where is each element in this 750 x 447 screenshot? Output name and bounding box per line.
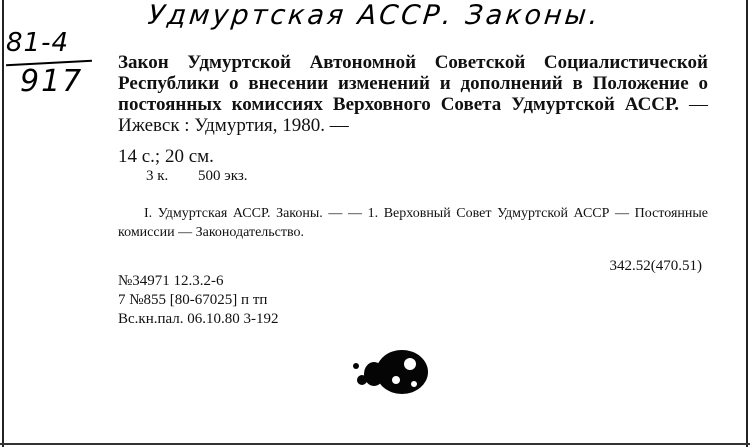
order-line-3: Вс.кн.пал. 06.10.80 3-192 <box>118 311 279 327</box>
subject-tracing: I. Удмуртская АССР. Законы. — — 1. Верховный Совет Удмуртской АССР — Постоянные комиссии — Законодательство. <box>118 206 708 240</box>
entry-title: Закон Удмуртской Автономной Советской Социалистической Республики о внесении изменений и дополнений в Положение о постоянных комиссиях Верховного Совета Удмуртской АССР. <box>118 52 708 115</box>
order-data <box>118 272 279 329</box>
card-right-edge <box>746 0 748 447</box>
handwritten-heading: Удмуртская АССР. Законы. <box>146 0 603 31</box>
ink-blot-stain <box>352 344 436 400</box>
entry-price: 3 к. <box>146 168 169 184</box>
entry-price-and-copies <box>146 168 274 185</box>
bibliographic-entry <box>118 52 708 136</box>
entry-physical-description: 14 с.; 20 см. <box>118 146 214 167</box>
handwritten-shelf-mark-bottom: 917 <box>20 64 84 99</box>
classification-number: 342.52(470.51) <box>609 258 702 274</box>
entry-publication: — Ижевск : Удмуртия, 1980. — <box>118 94 708 136</box>
card-left-edge <box>2 0 4 447</box>
handwritten-shelf-mark-top: 81-4 <box>6 28 70 58</box>
order-line-1: №34971 12.3.2-6 <box>118 273 224 289</box>
card-bottom-edge <box>0 443 750 445</box>
entry-copies: 500 экз. <box>198 168 248 184</box>
order-line-2: 7 №855 [80-67025] п тп <box>118 292 268 308</box>
